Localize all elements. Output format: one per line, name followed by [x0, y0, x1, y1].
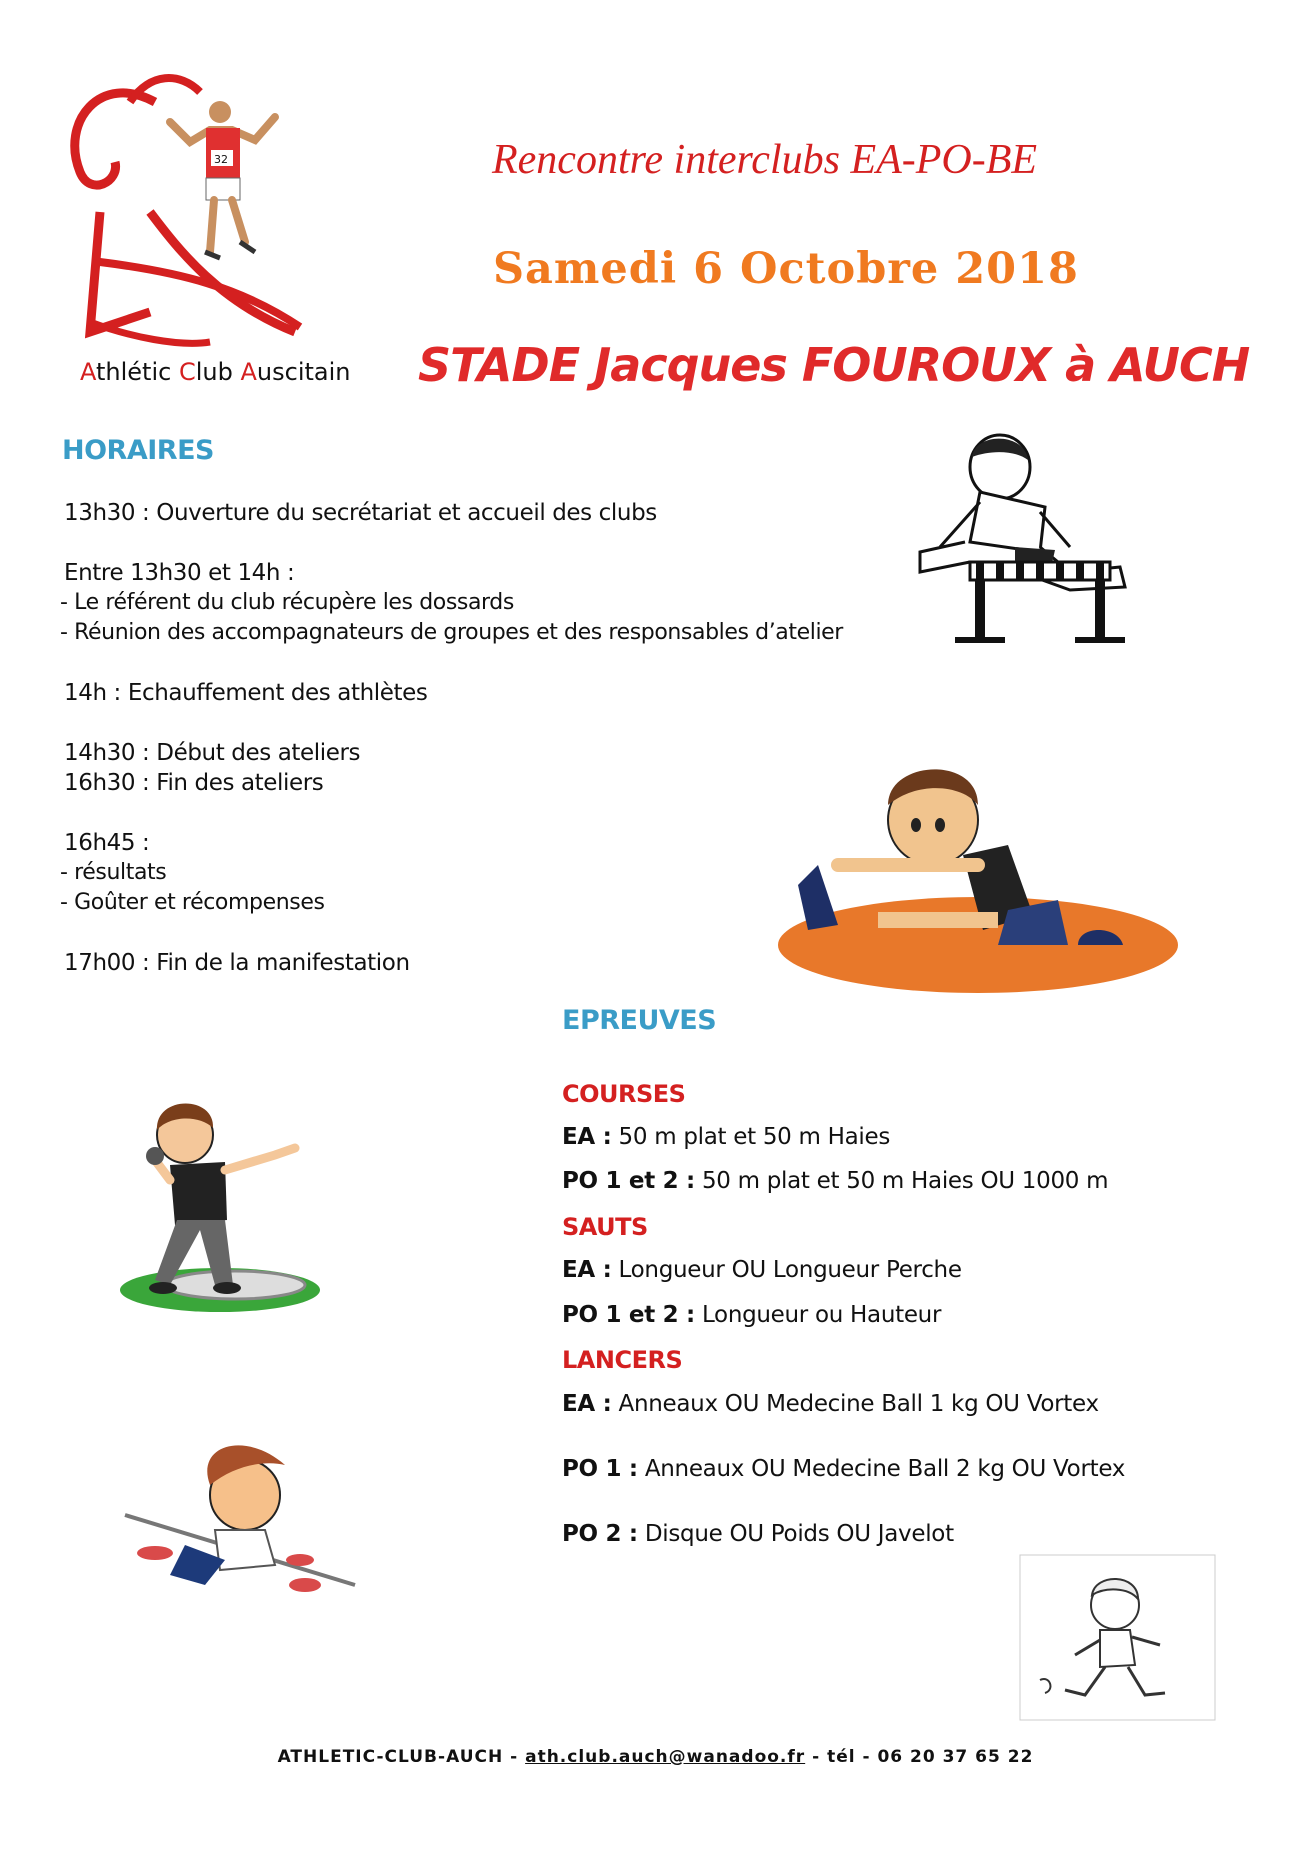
schedule-line: Entre 13h30 et 14h :	[64, 560, 295, 586]
schedule-line: - Le référent du club récupère les dossards	[60, 590, 514, 615]
runner-sketch-illustration	[1020, 1555, 1215, 1720]
event-line: EA : 50 m plat et 50 m Haies	[562, 1124, 891, 1150]
schedule-line: 17h00 : Fin de la manifestation	[64, 950, 410, 976]
footer-email-link[interactable]: ath.club.auch@wanadoo.fr	[525, 1747, 806, 1767]
hurdler-illustration	[920, 432, 1180, 692]
lancers-heading: LANCERS	[562, 1346, 683, 1374]
shot-put-illustration	[115, 1090, 335, 1315]
courses-heading: COURSES	[562, 1080, 686, 1108]
event-venue: STADE Jacques FOUROUX à AUCH	[418, 338, 1250, 392]
svg-text:32: 32	[214, 153, 228, 166]
sauts-heading: SAUTS	[562, 1213, 648, 1241]
event-title: Rencontre interclubs EA-PO-BE	[492, 137, 1038, 183]
schedule-line: - résultats	[60, 860, 167, 885]
epreuves-heading: EPREUVES	[562, 1005, 717, 1036]
javelin-illustration	[125, 1435, 355, 1605]
schedule-line: 14h30 : Début des ateliers	[64, 740, 361, 766]
event-line: PO 1 et 2 : 50 m plat et 50 m Haies OU 1000 m	[562, 1168, 1109, 1194]
schedule-line: 16h30 : Fin des ateliers	[64, 770, 324, 796]
footer-contact	[0, 1747, 1311, 1767]
event-line: EA : Anneaux OU Medecine Ball 1 kg OU Vortex	[562, 1391, 1099, 1417]
schedule-line: 14h : Echauffement des athlètes	[64, 680, 428, 706]
schedule-line: 16h45 :	[64, 830, 150, 856]
stretching-illustration	[778, 745, 1178, 995]
event-line: PO 1 : Anneaux OU Medecine Ball 2 kg OU Vortex	[562, 1456, 1126, 1482]
club-logo	[60, 62, 380, 402]
schedule-line: - Goûter et récompenses	[60, 890, 325, 915]
club-name: Athlétic Club Auscitain	[80, 358, 351, 386]
event-line: EA : Longueur OU Longueur Perche	[562, 1257, 962, 1283]
event-line: PO 1 et 2 : Longueur ou Hauteur	[562, 1302, 942, 1328]
footer-phone: - tél - 06 20 37 65 22	[812, 1747, 1034, 1767]
event-date: Samedi 6 Octobre 2018	[493, 244, 1079, 294]
schedule-line: 13h30 : Ouverture du secrétariat et accueil des clubs	[64, 500, 657, 526]
event-line: PO 2 : Disque OU Poids OU Javelot	[562, 1521, 954, 1547]
horaires-heading: HORAIRES	[62, 435, 214, 466]
schedule-line: - Réunion des accompagnateurs de groupes et des responsables d’atelier	[60, 620, 843, 645]
footer-club: ATHLETIC-CLUB-AUCH -	[277, 1747, 519, 1767]
